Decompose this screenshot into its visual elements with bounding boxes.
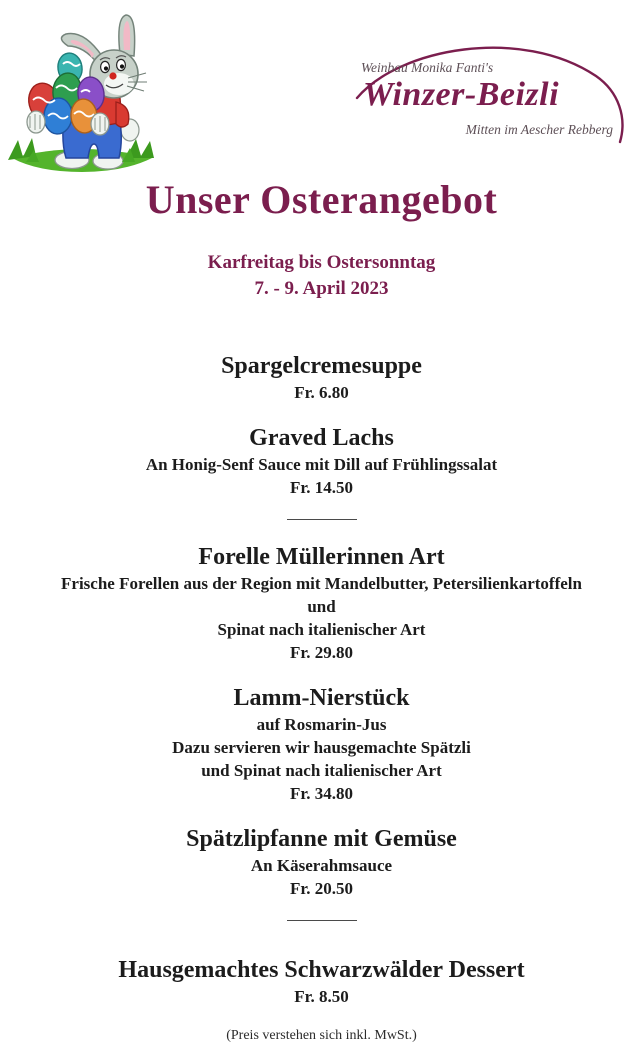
easter-bunny-image [6,12,158,178]
dish-price: Fr. 29.80 [289,643,354,662]
dish-description: An Käserahmsauce [250,856,393,875]
dish-price: Fr. 14.50 [289,478,354,497]
dish-price: Fr. 34.80 [289,784,354,803]
dish-description: Dazu servieren wir hausgemachte Spätzli [172,738,471,757]
dish-price: Fr. 8.50 [294,987,349,1006]
date-range [0,250,643,302]
section-divider [287,519,357,520]
dish-name: Graved Lachs [249,425,394,451]
date-range-line1: Karfreitag bis Ostersonntag [207,252,436,273]
logo-tagline-top: Weinbau Monika Fanti's [361,60,494,75]
dish-description: auf Rosmarin-Jus [256,715,387,734]
menu-item-lamm-nierstueck [0,684,643,806]
dish-description: Frische Forellen aus der Region mit Mandelbutter, Petersilienkartoffeln [61,574,582,593]
winery-logo [351,36,639,158]
menu-list [0,352,643,1009]
page-title: Unser Osterangebot [145,177,498,222]
dish-name: Spätzlipfanne mit Gemüse [186,826,457,852]
menu-item-forelle [0,543,643,665]
dish-price: Fr. 20.50 [289,879,354,898]
dish-price: Fr. 6.80 [294,383,349,402]
menu-item-schwarzwaelder-dessert [0,956,643,1009]
logo-tagline-bottom: Mitten im Aescher Rebberg [465,122,613,137]
vat-note: (Preis verstehen sich inkl. MwSt.) [226,1028,417,1043]
dish-description: und [307,597,336,616]
dish-name: Spargelcremesuppe [221,353,422,379]
dish-name: Lamm-Nierstück [233,685,410,711]
menu-item-spargelcremesuppe [0,352,643,405]
dish-description: und Spinat nach italienischer Art [201,761,442,780]
dish-name: Hausgemachtes Schwarzwälder Dessert [118,957,525,983]
dish-description: An Honig-Senf Sauce mit Dill auf Frühlingssalat [145,455,498,474]
menu-item-graved-lachs [0,424,643,500]
dish-name: Forelle Müllerinnen Art [198,544,445,570]
menu-header [0,0,643,172]
menu-item-spaetzlipfanne [0,825,643,901]
section-divider [287,920,357,921]
dish-description: Spinat nach italienischer Art [217,620,426,639]
logo-name: Winzer-Beizli [363,76,560,113]
date-range-line2: 7. - 9. April 2023 [254,278,389,299]
